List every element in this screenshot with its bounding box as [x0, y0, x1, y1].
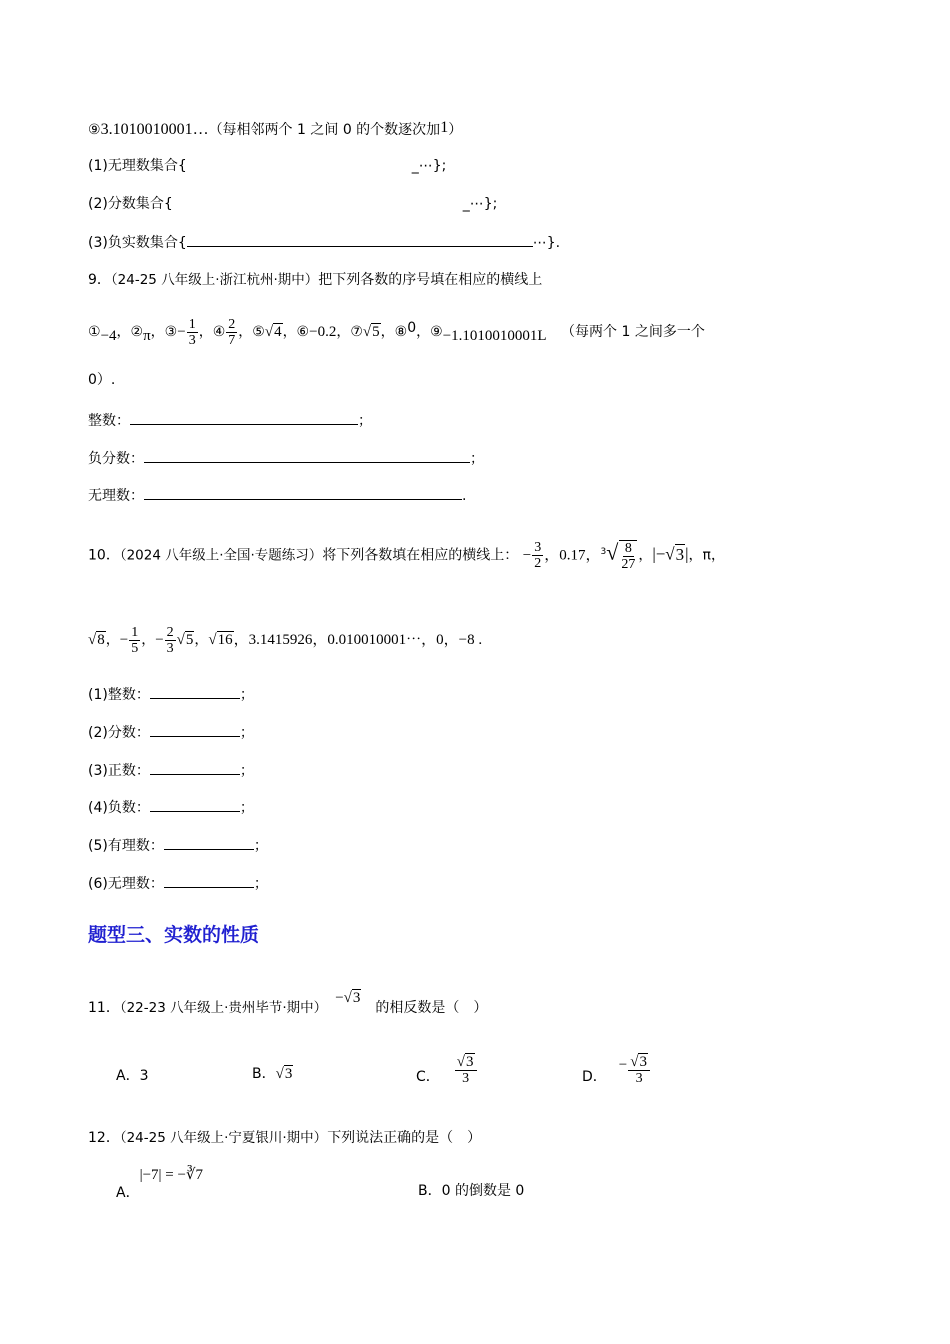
q11-option-d[interactable]: D． − $\frac{√3}{3}$ — [582, 1038, 651, 1086]
answer-blank[interactable] — [164, 835, 254, 850]
answer-blank[interactable] — [150, 722, 240, 737]
q10-stem: 10．（2024 八年级上·全国·专题练习）将下列各数填在相应的横线上： − $\frac{3}{2}$ ，0.17，$^3$√ $\frac{8}{27}$ ，|−√3|，π， — [88, 539, 725, 572]
q12-option-a[interactable]: A．|−7| = −∛7 — [116, 1167, 204, 1201]
answer-blank[interactable] — [144, 485, 462, 500]
q8-set-fraction: (2)分数集合{ _⋯}; — [88, 196, 498, 212]
answer-blank[interactable] — [144, 448, 470, 463]
q11-stem: 11．（22-23 八年级上·贵州毕节·期中）−√3的相反数是（ ） — [88, 990, 488, 1016]
q8-set-irrational: (1)无理数集合{ _⋯}; — [88, 158, 447, 174]
q12-option-b[interactable]: B．0 的倒数是 0 — [418, 1183, 525, 1199]
q10-answer-5: (5)有理数： ； — [88, 835, 268, 856]
q9-items: ①−4，②π，③− $\frac{1}{3}$ ，④ $\frac{2}{7}$ ，⑤√4，⑥−0.2，⑦√5，⑧0，⑨−1.1010010001L （每两个 1 之间多一个 — [88, 316, 705, 348]
answer-blank[interactable] — [150, 760, 240, 775]
q11-option-a[interactable]: A．3 — [116, 1068, 149, 1084]
q12-stem: 12．（24-25 八年级上·宁夏银川·期中）下列说法正确的是（ ） — [88, 1130, 482, 1146]
q11-option-b[interactable]: B．√3 — [252, 1066, 293, 1082]
q10-answer-2: (2)分数： ； — [88, 722, 254, 743]
answer-blank[interactable] — [164, 873, 254, 888]
answer-blank[interactable] — [150, 684, 240, 699]
answer-blank[interactable] — [150, 797, 240, 812]
answer-blank[interactable] — [187, 232, 533, 247]
q10-answer-4: (4)负数： ； — [88, 797, 254, 818]
q9-note-cont: 0）. — [88, 372, 116, 388]
q10-answer-1: (1)整数： ； — [88, 684, 254, 705]
q9-answer-irrational: 无理数： . — [88, 485, 466, 506]
section-heading: 题型三、实数的性质 — [88, 924, 260, 946]
q11-option-c[interactable]: C． $\frac{√3}{3}$ — [416, 1038, 478, 1086]
q8-set-negative-real: (3)负实数集合{ ⋯}. — [88, 232, 560, 253]
q10-answer-6: (6)无理数： ； — [88, 873, 268, 894]
q10-numbers: √8，− $\frac{1}{5}$ ，− $\frac{2}{3}$ √5，√16，3.1415926，0.010010001⋯，0，−8 . — [88, 624, 483, 656]
answer-blank[interactable] — [130, 410, 358, 425]
q10-answer-3: (3)正数： ； — [88, 760, 254, 781]
q9-stem: 9．（24-25 八年级上·浙江杭州·期中）把下列各数的序号填在相应的横线上 — [88, 272, 543, 288]
q9-answer-neg-fraction: 负分数： ； — [88, 448, 484, 469]
q8-item9: ⑨3.1010010001…（每相邻两个 1 之间 0 的个数逐次加1） — [88, 119, 463, 138]
q9-answer-integer: 整数： ； — [88, 410, 372, 431]
